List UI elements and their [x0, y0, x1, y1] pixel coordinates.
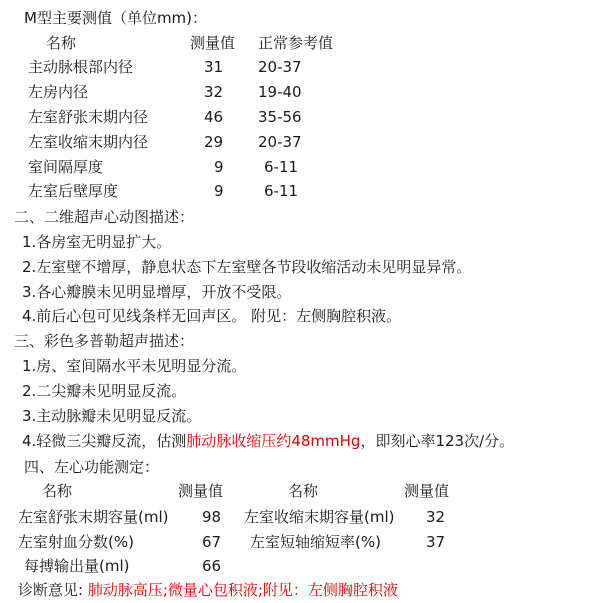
lv-right-value: 32 — [426, 508, 446, 526]
section3-item-4 — [22, 431, 514, 451]
m-mode-header-normal: 正常参考值 — [258, 34, 334, 52]
m-mode-row-name: 主动脉根部内径 — [28, 58, 134, 76]
lv-left-name: 左室舒张末期容量(ml) — [18, 508, 169, 526]
section4-header-name-right: 名称 — [288, 482, 319, 500]
lv-left-name: 每搏输出量(ml) — [24, 557, 130, 575]
section4-header-name-left: 名称 — [42, 482, 73, 500]
m-mode-row-normal: 20-37 — [258, 58, 302, 76]
section2-item: 4.前后心包可见线条样无回声区。 附见：左侧胸腔积液。 — [22, 307, 402, 325]
m-mode-row-normal: 19-40 — [258, 83, 302, 101]
m-mode-row-name: 室间隔厚度 — [28, 158, 104, 176]
section2-heading: 二、二维超声心动图描述： — [14, 208, 195, 226]
lv-left-name: 左室射血分数(%) — [18, 533, 134, 551]
m-mode-header-measured: 测量值 — [190, 34, 236, 52]
lv-right-name: 左室短轴缩短率(%) — [250, 533, 381, 551]
section4-header-measured-right: 测量值 — [404, 482, 450, 500]
m-mode-row-measured: 9 — [214, 158, 224, 176]
m-mode-row-name: 左室后壁厚度 — [28, 182, 119, 200]
m-mode-row-name: 左室收缩末期内径 — [28, 133, 149, 151]
m-mode-row-normal: 6-11 — [264, 158, 299, 176]
diagnosis-label: 诊断意见: — [18, 581, 88, 599]
m-mode-row-measured: 29 — [204, 133, 224, 151]
lv-left-value: 67 — [202, 533, 222, 551]
m-mode-row-name: 左室舒张末期内径 — [28, 108, 149, 126]
lv-right-value: 37 — [426, 533, 446, 551]
diagnosis-text: 肺动脉高压;微量心包积液;附见：左侧胸腔积液 — [87, 581, 398, 599]
section2-item: 1.各房室无明显扩大。 — [22, 233, 172, 251]
diagnosis-line — [18, 580, 398, 600]
m-mode-row-measured: 9 — [214, 182, 224, 200]
pulmonary-pressure-highlight: 肺动脉收缩压约48mmHg — [186, 432, 361, 450]
m-mode-row-measured: 46 — [204, 108, 224, 126]
section3-heading: 三、彩色多普勒超声描述： — [14, 332, 195, 350]
section4-header-measured-left: 测量值 — [178, 482, 224, 500]
m-mode-row-name: 左房内径 — [28, 83, 89, 101]
section2-item: 3.各心瓣膜未见明显增厚，开放不受限。 — [22, 283, 292, 301]
lv-right-name: 左室收缩末期容量(ml) — [244, 508, 395, 526]
section3-item: 2.二尖瓣未见明显反流。 — [22, 382, 187, 400]
m-mode-row-normal: 6-11 — [264, 182, 299, 200]
m-mode-title: M型主要测值（单位mm)： — [24, 9, 208, 27]
section4-heading: 四、左心功能测定： — [24, 458, 160, 476]
m-mode-row-measured: 31 — [204, 58, 224, 76]
section3-item: 3.主动脉瓣未见明显反流。 — [22, 407, 202, 425]
section2-item: 2.左室壁不增厚，静息状态下左室壁各节段收缩活动未见明显异常。 — [22, 258, 472, 276]
lv-left-value: 98 — [202, 508, 222, 526]
m-mode-row-normal: 20-37 — [258, 133, 302, 151]
m-mode-row-normal: 35-56 — [258, 108, 302, 126]
m-mode-header-name: 名称 — [46, 34, 77, 52]
section3-item: 1.房、室间隔水平未见明显分流。 — [22, 357, 247, 375]
section3-item4-suffix: ，即刻心率123次/分。 — [360, 432, 515, 450]
section3-item4-prefix: 4.轻微三尖瓣反流，估测 — [22, 432, 187, 450]
lv-left-value: 66 — [202, 557, 222, 575]
m-mode-row-measured: 32 — [204, 83, 224, 101]
